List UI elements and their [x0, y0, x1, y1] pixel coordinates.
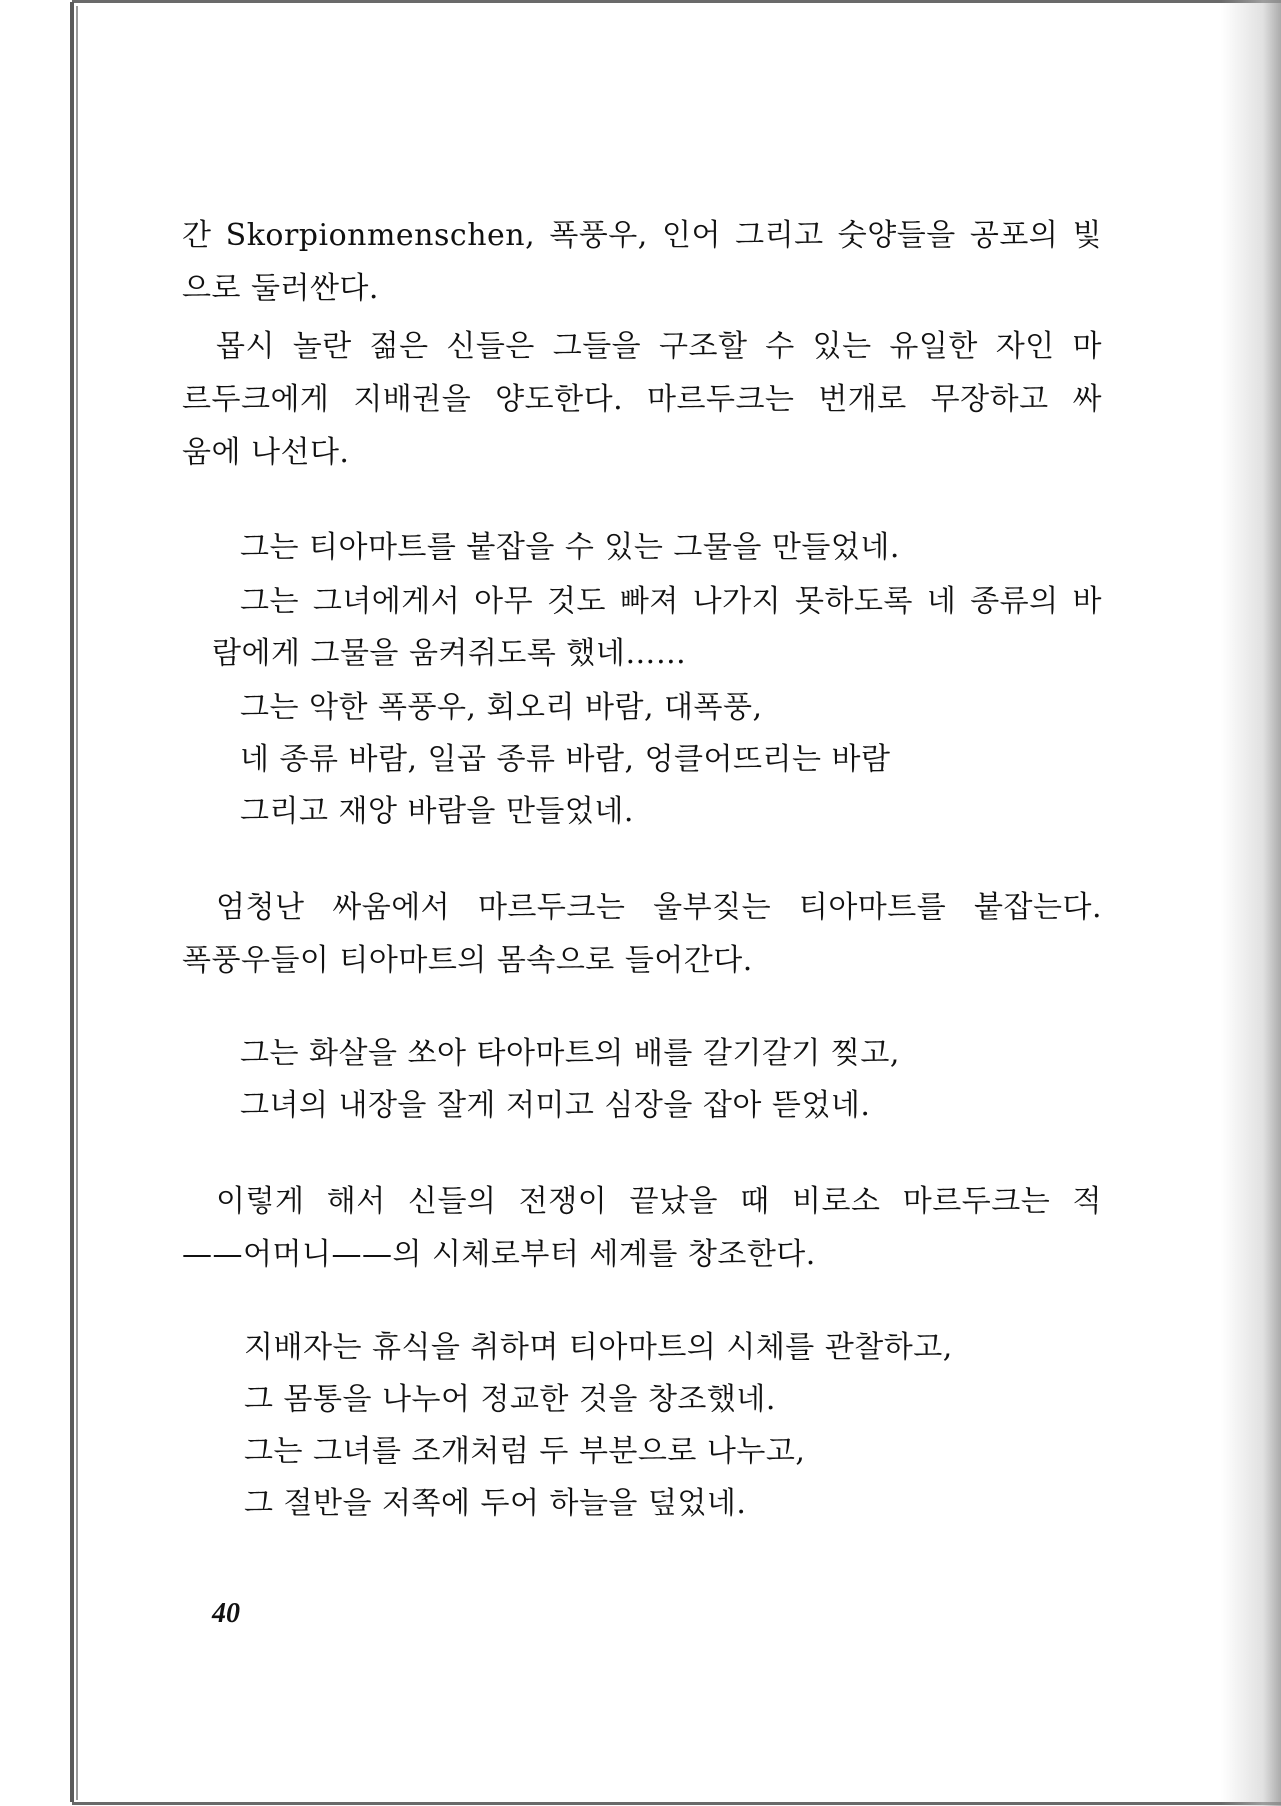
- verse-line: 그는 악한 폭풍우, 회오리 바람, 대폭풍,: [240, 690, 763, 725]
- paragraph-line: 르두크에게 지배권을 양도한다. 마르두크는 번개로 무장하고 싸: [182, 382, 1102, 417]
- paragraph-line: ——어머니——의 시체로부터 세계를 창조한다.: [182, 1237, 816, 1272]
- verse-line: 그는 그녀에게서 아무 것도 빠져 나가지 못하도록 네 종류의 바: [240, 584, 1102, 619]
- page-number: 40: [212, 1598, 240, 1629]
- paragraph-line: 엄청난 싸움에서 마르두크는 울부짖는 티아마트를 붙잡는다.: [216, 890, 1102, 925]
- verse-line: 그리고 재앙 바람을 만들었네.: [240, 794, 634, 829]
- paragraph-line: 몹시 놀란 젊은 신들은 그들을 구조할 수 있는 유일한 자인 마: [216, 329, 1102, 364]
- paragraph-line: 간 Skorpionmenschen, 폭풍우, 인어 그리고 숫양들을 공포의 빛: [182, 218, 1102, 253]
- verse-line: 지배자는 휴식을 취하며 티아마트의 시체를 관찰하고,: [244, 1330, 953, 1365]
- paragraph-line: 이렇게 해서 신들의 전쟁이 끝났을 때 비로소 마르두크는 적: [216, 1184, 1102, 1219]
- verse-line: 네 종류 바람, 일곱 종류 바람, 엉클어뜨리는 바람: [240, 742, 891, 777]
- verse-line: 그는 그녀를 조개처럼 두 부분으로 나누고,: [244, 1434, 806, 1469]
- verse-line: 그 몸통을 나누어 정교한 것을 창조했네.: [244, 1382, 776, 1417]
- page-bottom-edge: [72, 1802, 1281, 1805]
- page-top-edge: [72, 0, 1281, 3]
- verse-line: 람에게 그물을 움켜쥐도록 했네……: [212, 636, 687, 671]
- verse-line: 그녀의 내장을 잘게 저미고 심장을 잡아 뜯었네.: [240, 1088, 871, 1123]
- paragraph-line: 으로 둘러싼다.: [182, 271, 379, 306]
- paragraph-line: 움에 나선다.: [182, 435, 350, 470]
- verse-line: 그는 티아마트를 붙잡을 수 있는 그물을 만들었네.: [240, 530, 900, 565]
- verse-line: 그 절반을 저쪽에 두어 하늘을 덮었네.: [244, 1486, 747, 1521]
- book-spine-inner: [76, 6, 78, 1800]
- page-curl-shadow: [1221, 0, 1281, 1806]
- paragraph-line: 폭풍우들이 티아마트의 몸속으로 들어간다.: [182, 943, 753, 978]
- verse-line: 그는 화살을 쏘아 타아마트의 배를 갈기갈기 찢고,: [240, 1036, 900, 1071]
- book-spine: [70, 2, 74, 1802]
